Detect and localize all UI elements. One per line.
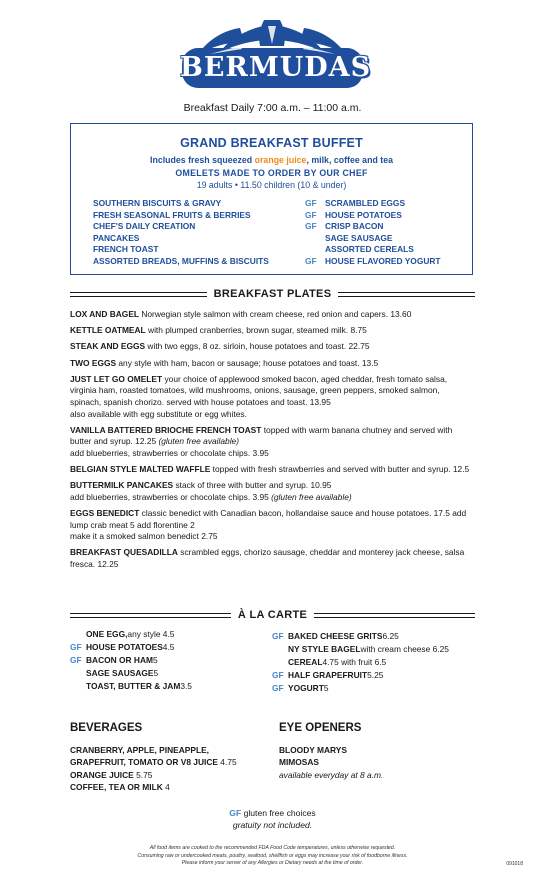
gf-legend-text: gluten free choices: [241, 808, 316, 818]
menu-item-name: JUST LET GO OMELET: [70, 373, 163, 384]
alacarte-item-price: 5: [153, 655, 158, 665]
buffet-item: [305, 233, 441, 245]
buffet-item-label: ASSORTED CEREALS: [325, 244, 414, 255]
alacarte-right-list: [272, 630, 449, 695]
beverage-name: ORANGE JUICE: [70, 769, 134, 780]
eye-opener-item: BLOODY MARYS: [279, 745, 347, 755]
buffet-item: PANCAKES: [93, 232, 140, 243]
menu-item: [70, 325, 470, 337]
section-title: BREAKFAST PLATES: [213, 288, 332, 300]
alacarte-left-list: [70, 628, 192, 693]
menu-item-name: EGGS BENEDICT: [70, 508, 140, 519]
menu-item: [70, 425, 470, 460]
menu-item: [70, 480, 470, 503]
buffet-item: [305, 244, 441, 256]
alacarte-item: [272, 643, 449, 656]
gf-badge: [70, 628, 86, 641]
alacarte-item: [272, 682, 449, 695]
buffet-includes-after: , milk, coffee and tea: [306, 155, 393, 165]
menu-item-desc: with two eggs, 8 oz. sirloin, house potatoes and toast. 22.75: [145, 341, 370, 352]
alacarte-item-name: ONE EGG,: [86, 629, 128, 639]
alacarte-item-price: 5: [323, 683, 329, 693]
menu-item: [70, 374, 470, 420]
breakfast-plates-header: [70, 287, 475, 301]
buffet-item: FRESH SEASONAL FRUITS & BERRIES: [93, 209, 251, 220]
beverage-item: [70, 756, 237, 768]
gf-badge: GF: [229, 808, 242, 818]
eye-openers-title: EYE OPENERS: [279, 722, 362, 734]
buffet-item: SOUTHERN BISCUITS & GRAVY: [93, 198, 222, 208]
alacarte-item-price: 5.25: [367, 670, 384, 680]
header-rule-left: [70, 292, 207, 297]
logo-wordmark: BERMUDAS: [180, 52, 372, 83]
gf-badge: [305, 244, 325, 256]
menu-item-desc: stack of three with butter and syrup. 10.95: [173, 480, 332, 491]
buffet-item: CHEF'S DAILY CREATION: [93, 221, 196, 232]
beverage-name: CRANBERRY, APPLE, PINEAPPLE,: [70, 745, 209, 755]
buffet-includes: [71, 155, 472, 165]
gf-badge: GF: [305, 198, 317, 208]
menu-item-name: VANILLA BATTERED BRIOCHE FRENCH TOAST: [70, 424, 262, 435]
menu-item-desc: scrambled eggs, chorizo sausage, cheddar and monterey jack cheese, salsa fresca. 12.25: [70, 547, 465, 570]
alacarte-item-name: HALF GRAPEFRUIT: [288, 670, 368, 680]
menu-item: [70, 358, 470, 370]
menu-item-name: LOX AND BAGEL: [70, 309, 140, 319]
menu-item-name: TWO EGGS: [70, 357, 117, 368]
beverage-item: [70, 769, 237, 781]
alacarte-item-name: BACON OR HAM: [86, 655, 153, 665]
alacarte-item-name: SAGE SAUSAGE: [86, 668, 154, 678]
gf-legend: [0, 807, 545, 831]
alacarte-item: [70, 680, 192, 693]
menu-item: [70, 508, 470, 543]
menu-item-name: BREAKFAST QUESADILLA: [70, 547, 178, 558]
alacarte-item: [70, 641, 192, 654]
alacarte-item-name: TOAST, BUTTER & JAM: [86, 681, 181, 691]
menu-item-name: BELGIAN STYLE MALTED WAFFLE: [70, 464, 211, 475]
header-rule-right: [314, 613, 475, 618]
menu-item-desc: Norwegian style salmon with cream cheese, red onion and capers. 13.60: [139, 309, 412, 319]
buffet-item-label: SCRAMBLED EGGS: [325, 198, 406, 208]
alacarte-item: [70, 654, 192, 667]
buffet-item: [305, 210, 441, 222]
menu-item-extra: also available with egg substitute or egg whites.: [70, 408, 247, 419]
fine-print-line: Consuming raw or undercooked meats, poultry, seafood, shellfish or eggs may increase your risk of foodborne illness.: [137, 852, 408, 859]
buffet-item: FRENCH TOAST: [93, 244, 159, 255]
menu-item-desc: topped with fresh strawberries and served with butter and syrup. 12.5: [210, 464, 470, 475]
alacarte-item-name: HOUSE POTATOES: [86, 642, 163, 652]
eye-openers-list: [279, 744, 383, 781]
beverage-name: COFFEE, TEA OR MILK: [70, 782, 163, 793]
gf-badge: GF: [272, 683, 284, 693]
gf-badge: GF: [305, 221, 317, 232]
buffet-item-label: SAGE SAUSAGE: [325, 232, 393, 243]
alacarte-item: [272, 656, 449, 669]
buffet-item: [305, 198, 441, 210]
alacarte-item: [70, 667, 192, 680]
alacarte-item-name: BAKED CHEESE GRITS: [288, 631, 383, 641]
gf-badge: GF: [305, 209, 317, 220]
gf-badge: GF: [272, 670, 284, 680]
menu-item-desc: topped with warm banana chutney and served with butter and syrup. 12.25: [70, 424, 453, 447]
alacarte-item-name: NY STYLE BAGEL: [288, 644, 361, 654]
gf-badge: GF: [70, 655, 82, 665]
alacarte-item-price: 3.5: [180, 681, 192, 691]
beverage-item: [70, 744, 237, 756]
menu-item-extra: add blueberries, strawberries or chocolate chips. 3.95: [70, 491, 272, 502]
gf-badge: [70, 680, 86, 693]
header-rule-left: [70, 613, 231, 618]
buffet-title: GRAND BREAKFAST BUFFET: [180, 136, 363, 150]
buffet-includes-highlight: orange juice: [254, 155, 307, 165]
alacarte-item-price: with cream cheese 6.25: [360, 644, 449, 654]
buffet-left-list: [93, 198, 269, 268]
alacarte-item-name: YOGURT: [288, 683, 324, 693]
section-title: À LA CARTE: [237, 609, 308, 621]
beverage-price: 4: [162, 782, 170, 793]
gf-badge: GF: [305, 255, 317, 266]
menu-item-desc: with plumped cranberries, brown sugar, steamed milk. 8.75: [145, 325, 367, 336]
alacarte-item-price: any style 4.5: [127, 629, 175, 639]
header-rule-right: [338, 292, 475, 297]
fine-print: [0, 845, 545, 868]
gf-badge: [70, 667, 86, 680]
alacarte-item-name: CEREAL: [288, 657, 323, 667]
menu-item: [70, 464, 470, 476]
beverage-name: GRAPEFRUIT, TOMATO OR V8 JUICE: [70, 757, 218, 768]
beverages-title: BEVERAGES: [70, 722, 143, 734]
menu-item-name: BUTTERMILK PANCAKES: [70, 480, 174, 491]
menu-item-name: KETTLE OATMEAL: [70, 325, 146, 336]
breakfast-plates-list: [70, 309, 470, 575]
gratuity-note: gratuity not included.: [232, 820, 313, 830]
menu-item: [70, 341, 470, 353]
buffet-price: 19 adults • 11.50 children (10 & under): [196, 180, 347, 190]
beverages-list: [70, 744, 237, 794]
gf-badge: [272, 643, 288, 656]
buffet-item: ASSORTED BREADS, MUFFINS & BISCUITS: [93, 255, 269, 266]
alacarte-item-price: 5: [153, 668, 159, 678]
alacarte-item-price: 4.5: [162, 642, 175, 652]
menu-item-extra: add blueberries, strawberries or chocolate chips. 3.95: [70, 447, 269, 458]
buffet-item-label: HOUSE POTATOES: [325, 209, 402, 220]
buffet-item: [305, 256, 441, 268]
menu-item: [70, 309, 470, 321]
alacarte-header: [70, 608, 475, 622]
buffet-item-label: HOUSE FLAVORED YOGURT: [325, 255, 441, 266]
gf-badge: [305, 233, 325, 245]
buffet-box: [70, 123, 473, 275]
menu-code: 091018: [506, 861, 523, 867]
buffet-item-label: CRISP BACON: [325, 221, 384, 232]
gf-legend-line: [0, 807, 545, 819]
alacarte-item: [70, 628, 192, 641]
buffet-item: [305, 221, 441, 233]
menu-item: [70, 547, 470, 570]
menu-item-desc: any style with ham, bacon or sausage; house potatoes and toast. 13.5: [116, 357, 379, 368]
eye-opener-note: available everyday at 8 a.m.: [279, 769, 384, 780]
buffet-includes-before: Includes fresh squeezed: [150, 155, 255, 165]
gluten-free-note: (gluten free available): [271, 491, 352, 502]
alacarte-item: [272, 630, 449, 643]
fine-print-line: Please inform your server of any Allergies or Dietary needs at the time of order.: [181, 860, 364, 867]
eye-opener-item: MIMOSAS: [279, 757, 320, 768]
gf-badge: GF: [272, 631, 284, 641]
menu-item-desc: your choice of applewood smoked bacon, aged cheddar, fresh tomato salsa, virginia ham, roasted tomatoes, wild mushrooms, onions, sausage, green peppers, smoked salmon, spinach, spanish chorizo. served with house potatoes and toast. 13.95: [70, 373, 448, 407]
fine-print-line: All food items are cooked to the recommended FDA Food Code temperatures, unless otherwise requested.: [149, 845, 396, 851]
alacarte-item-price: 6.25: [382, 631, 399, 641]
beverage-item: [70, 781, 237, 793]
breakfast-hours: Breakfast Daily 7:00 a.m. – 11:00 a.m.: [183, 102, 362, 114]
alacarte-item-price: 4.75 with fruit 6.5: [322, 657, 387, 667]
beverage-price: 5.75: [133, 769, 153, 780]
bermudas-logo: [180, 18, 372, 96]
buffet-omelets: OMELETS MADE TO ORDER BY OUR CHEF: [175, 168, 368, 178]
menu-item-name: STEAK AND EGGS: [70, 341, 146, 352]
gluten-free-note: (gluten free available): [158, 436, 240, 447]
gf-badge: GF: [70, 642, 82, 652]
alacarte-item: [272, 669, 449, 682]
beverage-price: 4.75: [217, 757, 237, 768]
gf-badge: [272, 656, 288, 669]
menu-item-extra: make it a smoked salmon benedict 2.75: [70, 531, 218, 542]
menu-item-desc: classic benedict with Canadian bacon, hollandaise sauce and house potatoes. 17.5 add lump crab meat 5 add florentine 2: [70, 508, 467, 530]
buffet-right-list: [305, 198, 441, 268]
